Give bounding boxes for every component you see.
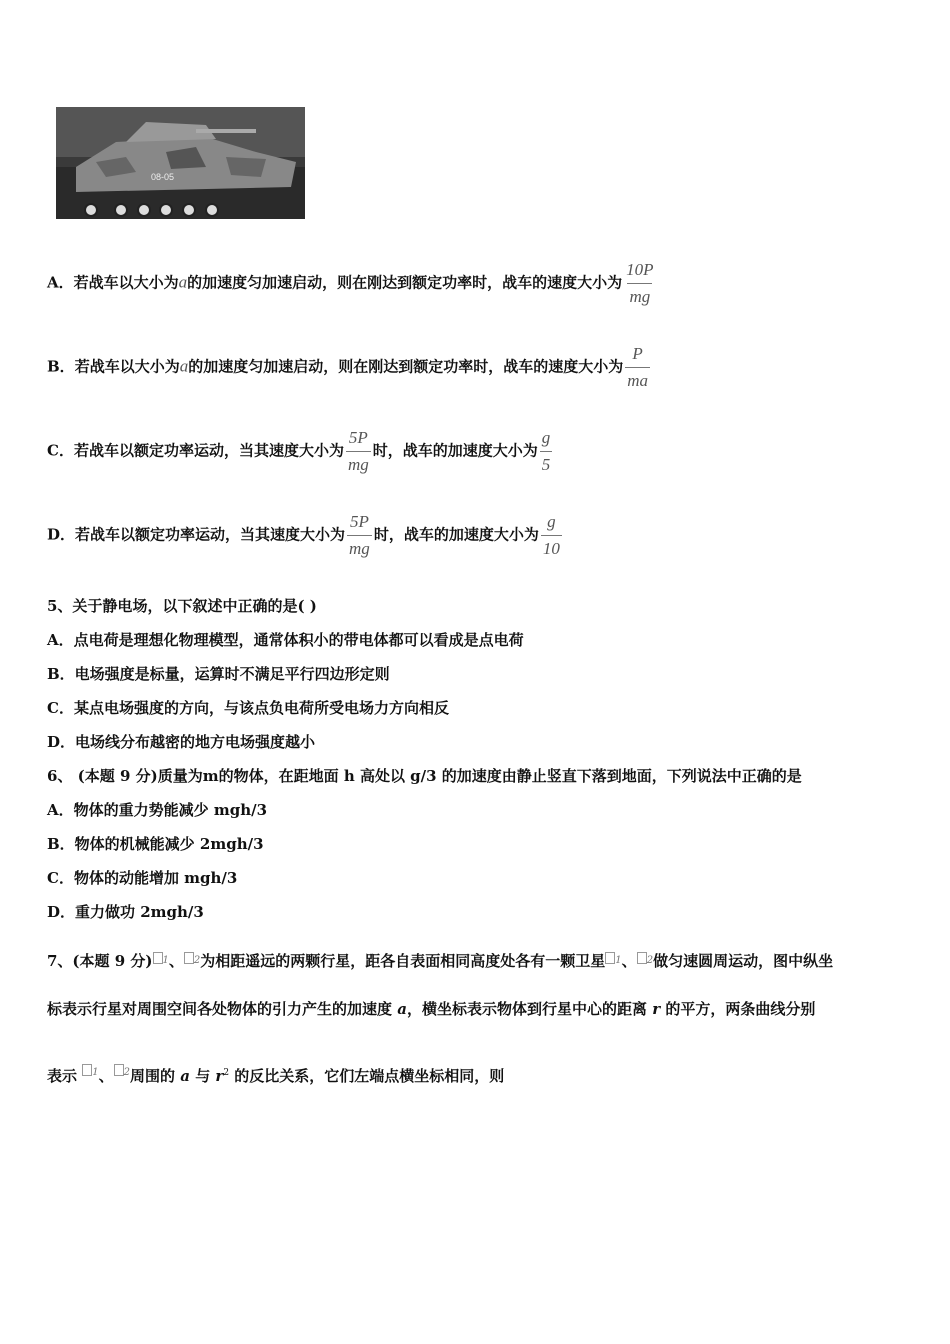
satellite-s2-icon [637, 952, 647, 964]
fraction-5p-mg: $\frac{5P}{mg}$ [347, 428, 369, 474]
question-6-stem: 6、 (本题 9 分)质量为m的物体，在距地面 h 高处以 g/3 的加速度由静止竖直下落到地面，下列说法中正确的是 [47, 767, 802, 785]
q5-option-c[interactable]: C．某点电场强度的方向，与该点负电荷所受电场力方向相反 [47, 699, 449, 717]
question-7-line-3: 表示 1、 2周围的 a 与 $r^2$ 的反比关系，它们左端点横坐标相同，则 [47, 1063, 504, 1086]
question-7-line-1: 7、(本题 9 分) 1、 2为相距遥远的两颗行星，距各自表面相同高度处各有一颗卫星 1、 2做匀速圆周运动，图中纵坐 [47, 952, 834, 970]
option-b[interactable]: B．若战车以大小为a的加速度匀加速启动，则在刚达到额定功率时，战车的速度大小为 $\frac{P}{ma}$ [47, 344, 648, 390]
option-d[interactable]: D．若战车以额定功率运动，当其速度大小为 $\frac{5P}{mg}$ 时，战车的加速度大小为 $\frac{g}{10}$ [47, 512, 560, 558]
fraction-g-10: $\frac{g}{10}$ [542, 512, 560, 558]
fraction-10p-mg: $\frac{10P}{mg}$ [626, 260, 654, 306]
q5-option-d[interactable]: D．电场线分布越密的地方电场强度越小 [47, 733, 316, 751]
question-7-line-2: 标表示行星对周围空间各处物体的引力产生的加速度 a，横坐标表示物体到行星中心的距离 r 的平方，两条曲线分别 [47, 1000, 816, 1018]
q5-option-b[interactable]: B．电场强度是标量，运算时不满足平行四边形定则 [47, 665, 390, 683]
q6-option-d[interactable]: D．重力做功 2mgh/3 [47, 903, 204, 921]
planet-p2-icon [184, 952, 194, 964]
planet-p2-icon [114, 1064, 124, 1076]
tank-photo [56, 107, 305, 223]
q6-option-c[interactable]: C．物体的动能增加 mgh/3 [47, 869, 238, 887]
question-5-stem: 5、关于静电场，以下叙述中正确的是( ) [47, 597, 317, 615]
option-a[interactable]: A．若战车以大小为a的加速度匀加速启动，则在刚达到额定功率时，战车的速度大小为 $\frac{10P}{mg}$ [47, 260, 654, 306]
planet-p1-icon [153, 952, 163, 964]
satellite-s1-icon [605, 952, 615, 964]
vehicle-plate: 08-05 [151, 172, 175, 182]
fraction-g-5: $\frac{g}{5}$ [541, 428, 551, 474]
q6-option-b[interactable]: B．物体的机械能减少 2mgh/3 [47, 835, 264, 853]
q6-option-a[interactable]: A．物体的重力势能减少 mgh/3 [47, 801, 268, 819]
planet-p1-icon [82, 1064, 92, 1076]
q5-option-a[interactable]: A．点电荷是理想化物理模型，通常体积小的带电体都可以看成是点电荷 [47, 631, 524, 649]
fraction-5p-mg: $\frac{5P}{mg}$ [349, 512, 370, 558]
fraction-p-ma: $\frac{P}{ma}$ [627, 344, 648, 390]
option-c[interactable]: C．若战车以额定功率运动，当其速度大小为 $\frac{5P}{mg}$ 时，战车的加速度大小为 $\frac{g}{5}$ [47, 428, 551, 474]
